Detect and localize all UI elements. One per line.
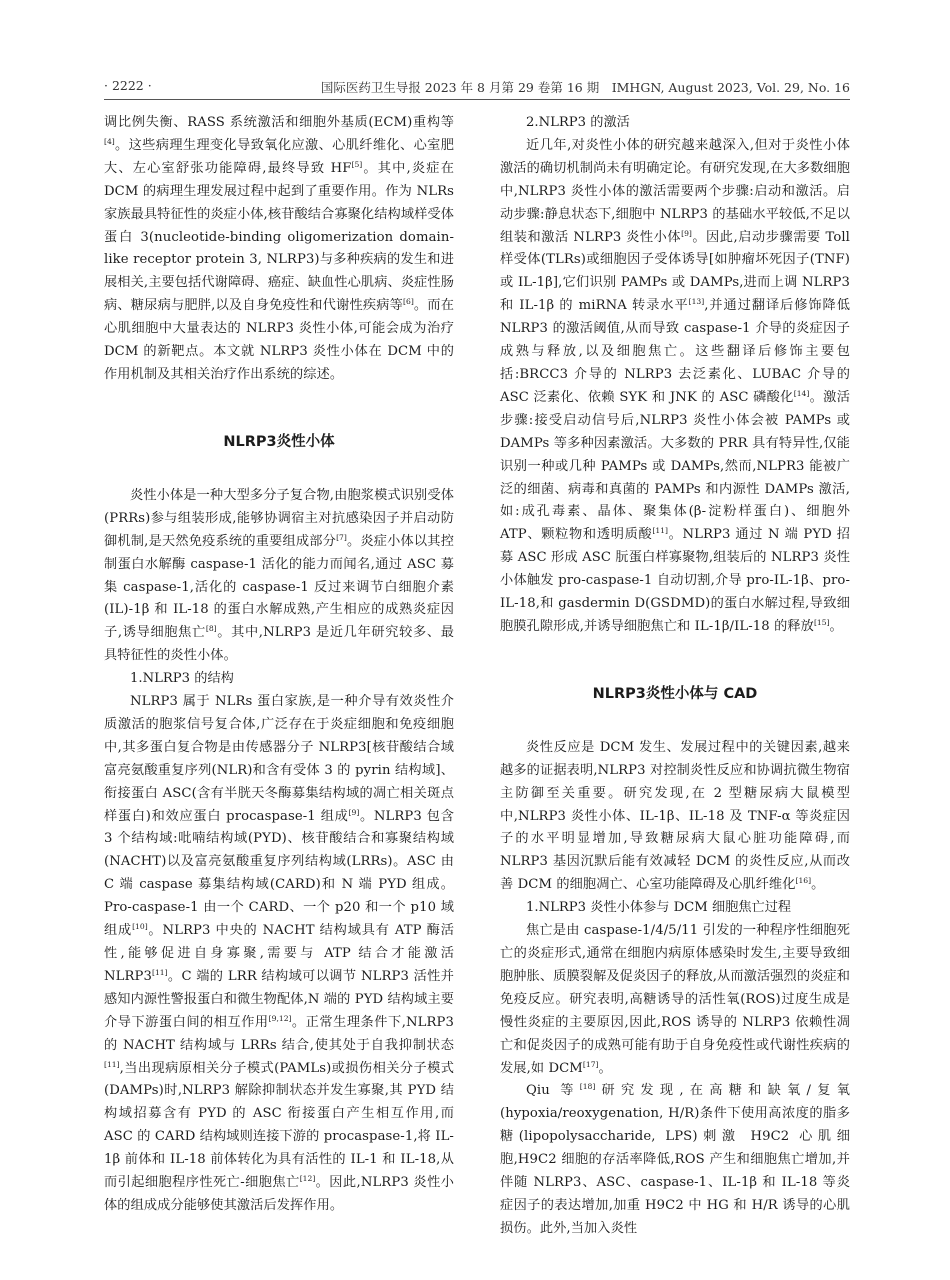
citation-ref: [9]	[681, 228, 692, 238]
citation-ref: [14]	[793, 388, 810, 398]
citation-ref: [11]	[152, 967, 168, 977]
subsection-heading-pyroptosis: 1.NLRP3 炎性小体参与 DCM 细胞焦亡过程	[526, 900, 792, 916]
running-header	[104, 78, 850, 100]
activation-paragraph: 近几年,对炎性小体的研究越来越深入,但对于炎性小体激活的确切机制尚未有明确定论。有研究发现,在大多数细胞中,NLRP3 炎性小体的激活需要两个步骤:启动和激活。启动步骤:静息状态下,细胞中 NLRP3 的基础水平较低,不足以组装和激活 NLRP3 炎性小体[9]。因此,启动步骤需要 Toll 样受体(TLRs)或细胞因子受体诱导[如肿瘤坏死因子(TNF)或 IL-1β],它们识别 PAMPs 或 DAMPs,进而上调 NLRP3 和 IL-1β 的 miRNA 转录水平[13],并通过翻译后修饰降低 NLRP3 的激活阈值,从而导致 caspase-1 介导的炎症因子成熟与释放,以及细胞焦亡。这些翻译后修饰主要包括:BRCC3 介导的 NLRP3 去泛素化、LUBAC 介导的 ASC 泛素化、依赖 SYK 和 JNK 的 ASC 磷酸化[14]。激活步骤:接受启动信号后,NLRP3 炎性小体会被 PAMPs 或 DAMPs 等多种因素激活。大多数的 PRR 具有特异性,仅能识别一种或几种 PAMPs 或 DAMPs,然而,NLPR3 能被广泛的细菌、病毒和真菌的 PAMPs 和内源性 DAMPs 激活,如:成孔毒素、晶体、聚集体(β-淀粉样蛋白)、细胞外 ATP、颗粒物和透明质酸[11]。NLRP3 通过 N 端 PYD 招募 ASC 形成 ASC 朊蛋白样寡聚物,组装后的 NLRP3 炎性小体触发 pro-caspase-1 自动切割,介导 pro-IL-1β、pro-IL-18,和 gasdermin D(GSDMD)的蛋白水解过程,导致细胞膜孔隙形成,并诱导细胞焦亡和 IL-1β/IL-18 的释放[15]。	[500, 137, 850, 634]
pyroptosis-paragraph: 焦亡是由 caspase-1/4/5/11 引发的一种程序性细胞死亡的炎症形式,通常在细胞内病原体感染时发生,主要导致细胞肿胀、质膜裂解及促炎因子的释放,从而激活强烈的炎症和免疫反应。研究表明,高糖诱导的活性氧(ROS)过度生成是慢性炎症的主要原因,因此,ROS 诱导的 NLRP3 依赖性凋亡和促炎因子的成熟可能有助于自身免疫性或代谢性疾病的发展,如 DCM[17]。	[500, 923, 850, 1076]
inflammasome-paragraph: 炎性小体是一种大型多分子复合物,由胞浆模式识别受体(PRRs)参与组装形成,能够协调宿主对抗感染因子并启动防御机制,是天然免疫系统的重要组成部分[7]。炎症小体以其控制蛋白水解酶 caspase-1 活化的能力而闻名,通过 ASC 募集 caspase-1,活化的 caspase-1 反过来调节白细胞介素(IL)-1β 和 IL-18 的蛋白水解成熟,产生相应的成熟炎症因子,诱导细胞焦亡[8]。其中,NLRP3 是近几年研究较多、最具特征性的炎性小体。	[104, 487, 454, 664]
citation-ref: [8]	[205, 624, 217, 634]
section-heading-nlrp3-inflammasome: NLRP3炎性小体	[223, 433, 335, 450]
citation-ref: [9]	[348, 807, 360, 817]
subsection-heading-activation: 2.NLRP3 的激活	[526, 115, 630, 130]
citation-ref: [18]	[579, 1082, 596, 1092]
left-column	[104, 112, 454, 1218]
header-divider	[104, 99, 850, 100]
citation-ref: [11]	[104, 1059, 120, 1069]
citation-ref: [12]	[299, 1174, 316, 1184]
structure-paragraph: NLRP3 属于 NLRs 蛋白家族,是一种介导有效炎性介质激活的胞浆信号复合体,广泛存在于炎症细胞和免疫细胞中,其多蛋白复合物是由传感器分子 NLRP3[核苷酸结合域富亮氨酸重复序列(NLR)和含有受体 3 的 pyrin 结构域]、衔接蛋白 ASC(含有半胱天冬酶募集结构域的凋亡相关斑点样蛋白)和效应蛋白 procaspase-1 组成[9]。NLRP3 包含 3 个结构域:吡喃结构域(PYD)、核苷酸结合和寡聚结构域(NACHT)以及富亮氨酸重复序列结构域(LRRs)。ASC 由 C 端 caspase 募集结构域(CARD)和 N 端 PYD 组成。Pro-caspase-1 由一个 CARD、一个 p20 和一个 p10 域组成[10]。NLRP3 中央的 NACHT 结构域具有 ATP 酶活性,能够促进自身寡聚,需要与 ATP 结合才能激活 NLRP3[11]。C 端的 LRR 结构域可以调节 NLRP3 活性并感知内源性警报蛋白和微生物配体,N 端的 PYD 结构域主要介导下游蛋白间的相互作用[9,12]。正常生理条件下,NLRP3 的 NACHT 结构域与 LRRs 结合,使其处于自我抑制状态[11],当出现病原相关分子模式(PAMLs)或损伤相关分子模式(DAMPs)时,NLRP3 解除抑制状态并发生寡聚,其 PYD 结构域招募含有 PYD 的 ASC 衔接蛋白产生相互作用,而 ASC 的 CARD 结构域则连接下游的 procaspase-1,将 IL-1β 前体和 IL-18 前体转化为具有活性的 IL-1 和 IL-18,从而引起细胞程序性死亡-细胞焦亡[12]。因此,NLRP3 炎性小体的组成成分能够使其激活后发挥作用。	[104, 694, 454, 1213]
right-column	[500, 112, 850, 1241]
qiu-study-paragraph: Qiu 等[18]研究发现,在高糖和缺氧/复氧(hypoxia/reoxygenation, H/R)条件下使用高浓度的脂多糖(lipopolysaccharide, LPS)刺激 H9C2 心肌细胞,H9C2 细胞的存活率降低,ROS 产生和细胞焦亡增加,并伴随 NLRP3、ASC、caspase-1、IL-1β 和 IL-18 等炎症因子的表达增加,加重 H9C2 中 HG 和 H/R 诱导的心肌损伤。此外,当加入炎性	[500, 1082, 850, 1236]
citation-ref: [13]	[688, 297, 705, 307]
page-number: · 2222 ·	[104, 78, 152, 93]
citation-ref: [10]	[132, 922, 148, 932]
journal-citation: 国际医药卫生导报 2023 年 8 月第 29 卷第 16 期 IMHGN, August 2023, Vol. 29, No. 16	[320, 80, 850, 95]
intro-paragraph-continued: 调比例失衡、RASS 系统激活和细胞外基质(ECM)重构等[4]。这些病理生理变化导致氧化应激、心肌纤维化、心室肥大、左心室舒张功能障碍,最终导致 HF[5]。其中,炎症在 DCM 的病理生理发展过程中起到了重要作用。作为 NLRs 家族最具特征性的炎症小体,核苷酸结合寡聚化结构域样受体蛋白 3(nucleotide-binding oligomerization domain-like receptor protein 3, NLRP3)与多种疾病的发生和进展相关,主要包括代谢障碍、癌症、缺血性心肌病、炎症性肠病、糖尿病与肥胖,以及自身免疫性和代谢性疾病等[6]。而在心肌细胞中大量表达的 NLRP3 炎性小体,可能会成为治疗 DCM 的新靶点。本文就 NLRP3 炎性小体在 DCM 中的作用机制及其相关治疗作出系统的综述。	[104, 115, 454, 382]
citation-ref: [15]	[813, 617, 830, 627]
citation-ref: [7]	[336, 532, 347, 542]
cad-paragraph: 炎性反应是 DCM 发生、发展过程中的关键因素,越来越多的证据表明,NLRP3 对控制炎性反应和协调抗微生物宿主防御至关重要。研究发现,在 2 型糖尿病大鼠模型中,NLRP3 炎性小体、IL-1β、IL-18 及 TNF-α 等炎症因子的水平明显增加,导致糖尿病大鼠心脏功能障碍,而 NLRP3 基因沉默后能有效减轻 DCM 的炎性反应,从而改善 DCM 的细胞凋亡、心室功能障碍及心肌纤维化[16]。	[500, 739, 850, 893]
citation-ref: [17]	[582, 1059, 599, 1069]
citation-ref: [5]	[351, 159, 363, 169]
section-heading-nlrp3-and-cad: NLRP3炎性小体与 CAD	[592, 685, 758, 702]
citation-ref: [4]	[104, 136, 115, 146]
citation-ref: [16]	[795, 876, 812, 886]
citation-ref: [6]	[403, 297, 414, 307]
subsection-heading-structure: 1.NLRP3 的结构	[130, 671, 234, 687]
citation-ref: [11]	[652, 526, 668, 536]
citation-ref: [9,12]	[268, 1013, 292, 1023]
